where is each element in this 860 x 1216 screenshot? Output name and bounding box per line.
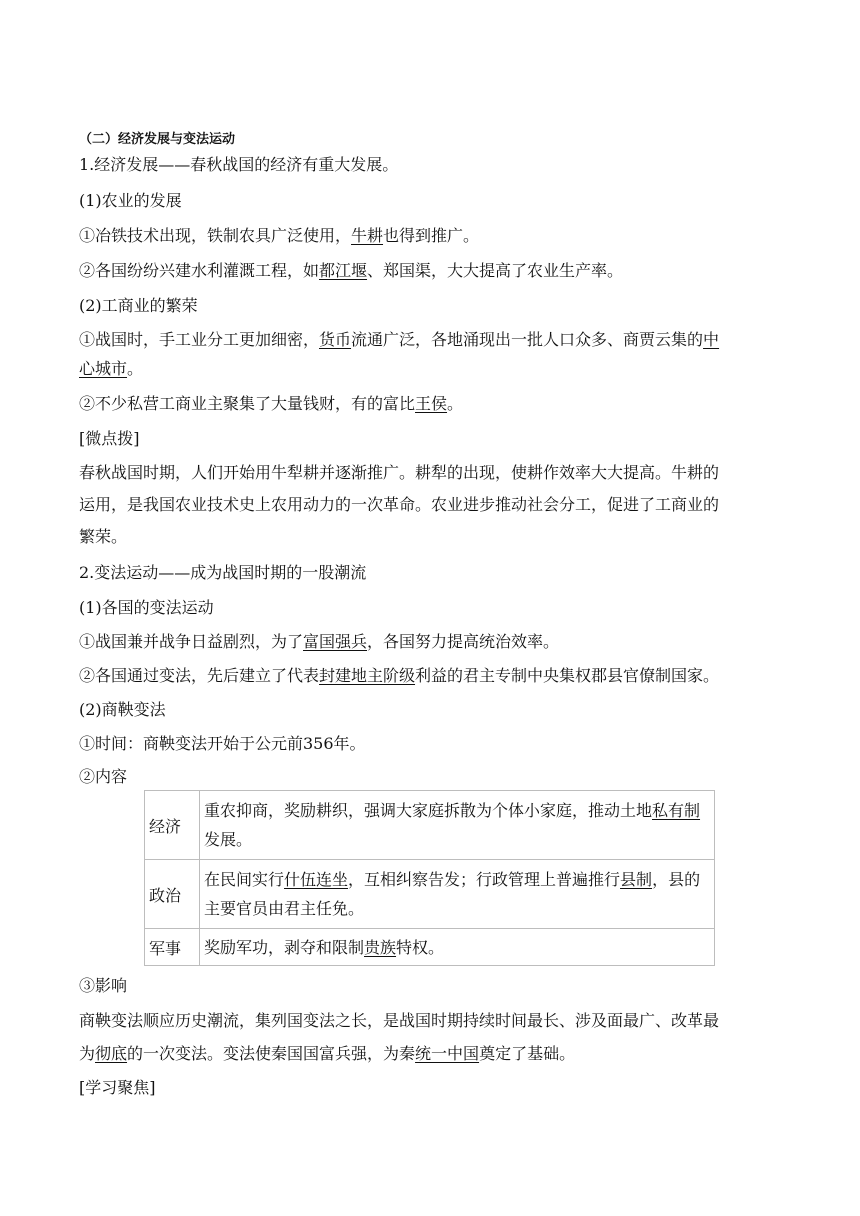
keyword-underline: 彻底 [95, 1044, 128, 1063]
keyword-underline: 什伍连坐 [284, 870, 349, 889]
category-cell: 经济 [145, 791, 200, 860]
agriculture-title: (1)农业的发展 [79, 191, 182, 210]
commerce-point-1-cont: 心城市。 [79, 359, 144, 378]
table-row [145, 791, 715, 860]
keyword-underline: 货币 [319, 330, 352, 349]
content-label: ②内容 [79, 767, 128, 786]
reform-content-table [144, 790, 715, 966]
tip-text-line: 春秋战国时期，人们开始用牛犁耕并逐渐推广。耕犁的出现，使耕作效率大大提高。牛耕的 [79, 463, 720, 482]
table-row [145, 860, 715, 929]
keyword-underline: 统一中国 [415, 1044, 480, 1063]
keyword-underline: 中 [703, 330, 720, 349]
keyword-underline: 心城市 [79, 359, 128, 378]
impact-label: ③影响 [79, 976, 128, 995]
keyword-underline: 富国强兵 [303, 632, 368, 651]
description-cell: 在民间实行什伍连坐，互相纠察告发；行政管理上普遍推行县制，县的主要官员由君主任免。 [200, 860, 715, 929]
reform-time: ①时间：商鞅变法开始于公元前356年。 [79, 734, 366, 753]
tip-text-line: 运用，是我国农业技术史上农用动力的一次革命。农业进步推动社会分工，促进了工商业的 [79, 495, 720, 514]
keyword-underline: 牛耕 [351, 226, 384, 245]
keyword-underline: 县制 [620, 870, 653, 889]
commerce-point-1: ①战国时，手工业分工更加细密，货币流通广泛，各地涌现出一批人口众多、商贾云集的中 [79, 330, 720, 349]
shang-yang-title: (2)商鞅变法 [79, 700, 166, 719]
commerce-point-2: ②不少私营工商业主聚集了大量钱财，有的富比王侯。 [79, 394, 464, 413]
keyword-underline: 都江堰 [319, 261, 368, 280]
keyword-underline: 私有制 [652, 801, 701, 820]
section-title: （二）经济发展与变法运动 [79, 132, 236, 147]
economy-heading: 1.经济发展——春秋战国的经济有重大发展。 [79, 155, 399, 174]
tip-text-line: 繁荣。 [79, 527, 128, 546]
category-cell: 政治 [145, 860, 200, 929]
category-cell: 军事 [145, 929, 200, 966]
agriculture-point-2: ②各国纷纷兴建水利灌溉工程，如都江堰、郑国渠，大大提高了农业生产率。 [79, 261, 624, 280]
impact-text-line: 为彻底的一次变法。变法使秦国国富兵强，为秦统一中国奠定了基础。 [79, 1044, 576, 1063]
agriculture-point-1: ①冶铁技术出现，铁制农具广泛使用，牛耕也得到推广。 [79, 226, 480, 245]
study-focus-label: [学习聚焦] [79, 1078, 156, 1097]
reform-point-2: ②各国通过变法，先后建立了代表封建地主阶级利益的君主专制中央集权郡县官僚制国家。 [79, 666, 720, 685]
commerce-title: (2)工商业的繁荣 [79, 296, 198, 315]
table-row [145, 929, 715, 966]
impact-text-line: 商鞅变法顺应历史潮流，集列国变法之长，是战国时期持续时间最长、涉及面最广、改革最 [79, 1011, 720, 1030]
reform-point-1: ①战国兼并战争日益剧烈，为了富国强兵，各国努力提高统治效率。 [79, 632, 560, 651]
reform-heading: 2.变法运动——成为战国时期的一股潮流 [79, 563, 367, 582]
description-cell: 奖励军功，剥夺和限制贵族特权。 [200, 929, 715, 966]
keyword-underline: 王侯 [415, 394, 448, 413]
keyword-underline: 贵族 [364, 937, 397, 957]
keyword-underline: 封建地主阶级 [319, 666, 416, 685]
description-cell: 重农抑商，奖励耕织，强调大家庭拆散为个体小家庭，推动土地私有制发展。 [200, 791, 715, 860]
reform-movements-title: (1)各国的变法运动 [79, 598, 214, 617]
tip-label: [微点拨] [79, 429, 140, 448]
